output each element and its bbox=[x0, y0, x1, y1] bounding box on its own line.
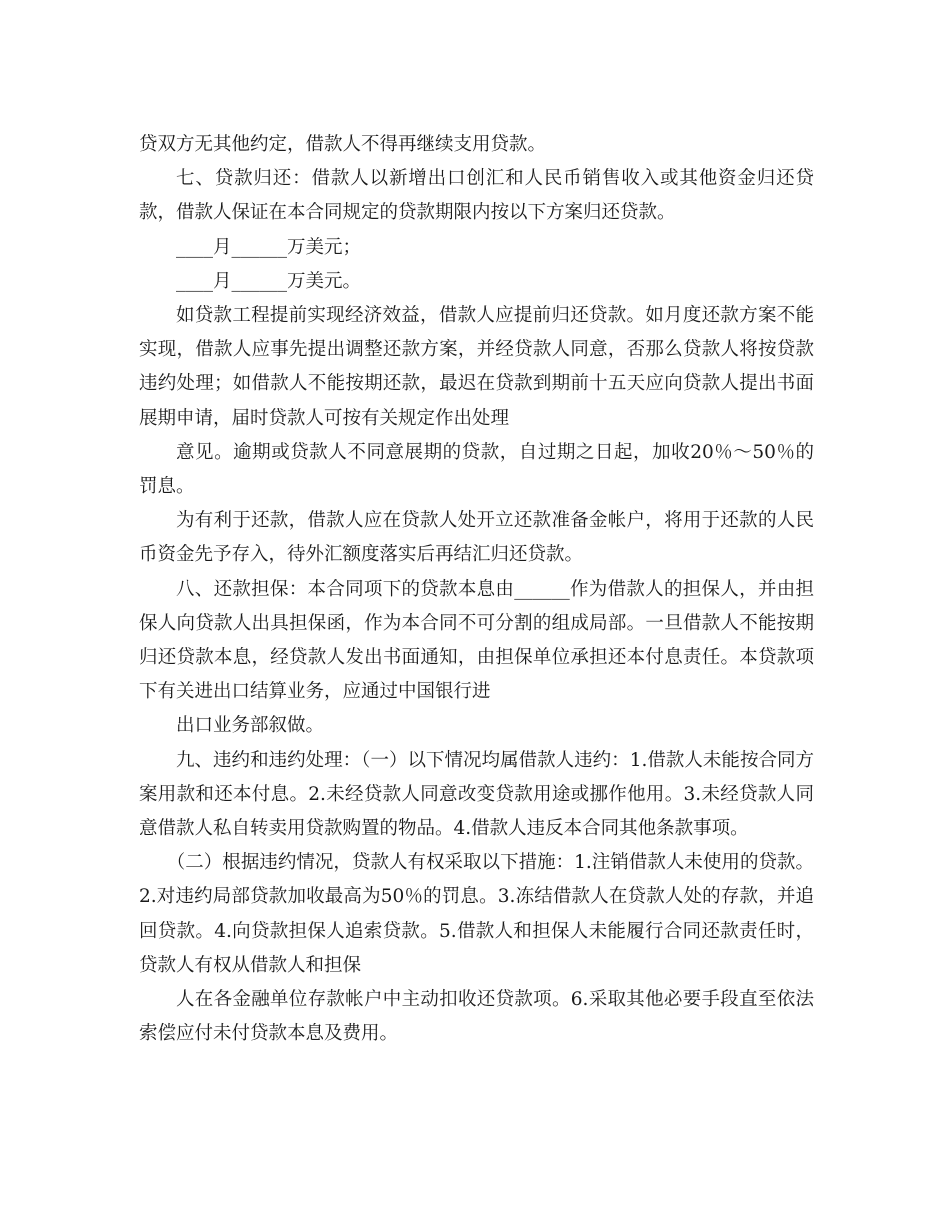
paragraph-clause-7-repayment: 七、贷款归还：借款人以新增出口创汇和人民币销售收入或其他资金归还贷款，借款人保证在本合同规定的贷款期限内按以下方案归还贷款。 bbox=[139, 168, 814, 224]
paragraph-continuation: 贷双方无其他约定，借款人不得再继续支用贷款。 bbox=[139, 134, 547, 155]
paragraph-repayment-line-1: ____月______万美元； bbox=[176, 236, 362, 258]
paragraph-clause-9-default: 九、违约和违约处理：（一）以下情况均属借款人违约：1.借款人未能按合同方案用款和还本付息。2.未经贷款人同意改变贷款用途或挪作他用。3.未经贷款人同意借款人私自转卖用贷款购置的物品。4.借款人违反本合同其他条款事项。 bbox=[139, 749, 814, 840]
paragraph-clause-8-guarantee: 八、还款担保：本合同项下的贷款本息由______作为借款人的担保人，并由担保人向贷款人出具担保函，作为本合同不可分割的组成局部。一旦借款人不能按期归还贷款本息，经贷款人发出书面通知，由担保单位承担还本付息责任。本贷款项下有关进出口结算业务，应通过中国银行进 bbox=[139, 578, 814, 703]
document-body bbox=[139, 128, 814, 1051]
paragraph-overdue-penalty: 意见。逾期或贷款人不同意展期的贷款，自过期之日起，加收20％～50％的罚息。 bbox=[139, 441, 814, 498]
paragraph-deduction: 人在各金融单位存款帐户中主动扣收还贷款项。6.采取其他必要手段直至依法索偿应付未付贷款本息及费用。 bbox=[139, 989, 814, 1045]
paragraph-repayment-line-2: ____月______万美元。 bbox=[176, 270, 362, 292]
paragraph-reserve-account: 为有利于还款，借款人应在贷款人处开立还款准备金帐户，将用于还款的人民币资金先予存入，待外汇额度落实后再结汇归还贷款。 bbox=[139, 510, 814, 566]
paragraph-import-export-dept: 出口业务部叙做。 bbox=[176, 715, 325, 737]
paragraph-default-measures: （二）根据违约情况，贷款人有权采取以下措施：1.注销借款人未使用的贷款。2.对违约局部贷款加收最高为50％的罚息。3.冻结借款人在贷款人处的存款，并追回贷款。4.向贷款担保人追索贷款。5.借款人和担保人未能履行合同还款责任时，贷款人有权从借款人和担保 bbox=[139, 852, 814, 976]
paragraph-early-repayment: 如贷款工程提前实现经济效益，借款人应提前归还贷款。如月度还款方案不能实现，借款人应事先提出调整还款方案，并经贷款人同意，否那么贷款人将按贷款违约处理；如借款人不能按期还款，最迟在贷款到期前十五天应向贷款人提出书面展期申请，届时贷款人可按有关规定作出处理 bbox=[139, 305, 814, 429]
